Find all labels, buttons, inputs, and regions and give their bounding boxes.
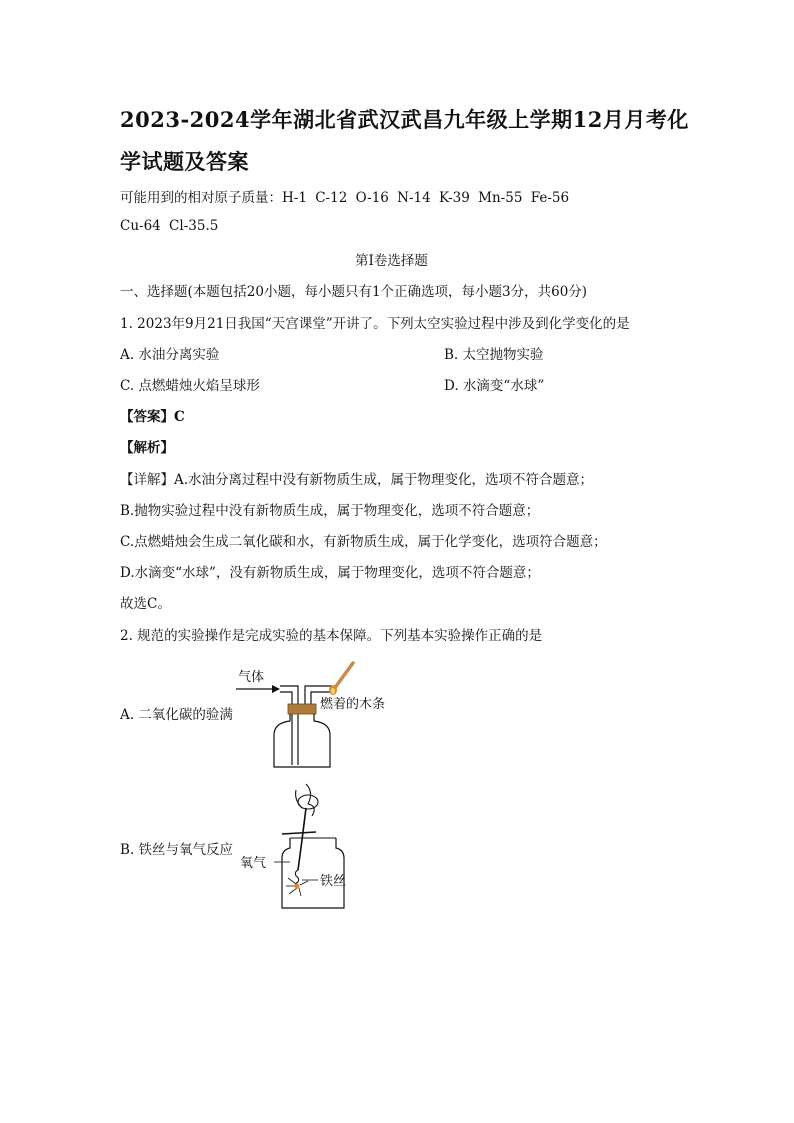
part-heading: 一、选择题(本题包括20小题，每小题只有1个正确选项，每小题3分，共60分) xyxy=(120,284,588,300)
q1-analysis-label: 【解析】 xyxy=(120,440,174,456)
doc-title-line2: 学试题及答案 xyxy=(120,149,249,174)
fig-b-oxygen-label: 氧气 xyxy=(240,856,267,871)
q1-answer: 【答案】C xyxy=(120,409,185,425)
fig-a-gas-label: 气体 xyxy=(238,670,265,685)
q1-option-a: A. 水油分离实验 xyxy=(120,347,220,363)
q1-stem: 1. 2023年9月21日我国“天宫课堂”开讲了。下列太空实验过程中涉及到化学变化的是 xyxy=(120,316,630,332)
fig-a-stick-label: 燃着的木条 xyxy=(320,697,386,712)
figure-iron-wire xyxy=(236,780,366,912)
q2-option-a: A. 二氧化碳的验满 xyxy=(120,707,233,723)
fig-b-wire-label: 铁丝 xyxy=(320,874,347,889)
atomic-mass-line1: 可能用到的相对原子质量：H-1 C-12 O-16 N-14 K-39 Mn-55 Fe-56 xyxy=(120,190,570,206)
q1-option-c: C. 点燃蜡烛火焰呈球形 xyxy=(120,378,260,394)
q2-option-b: B. 铁丝与氧气反应 xyxy=(120,842,234,858)
atomic-mass-line2: Cu-64 Cl-35.5 xyxy=(120,218,219,234)
doc-title-line1: 2023-2024学年湖北省武汉武昌九年级上学期12月月考化 xyxy=(120,107,689,132)
q1-explain-c: C.点燃蜡烛会生成二氧化碳和水，有新物质生成，属于化学变化，选项符合题意； xyxy=(120,534,607,550)
figure-co2-test xyxy=(230,655,420,770)
q1-option-b: B. 太空抛物实验 xyxy=(444,347,544,363)
q1-explain-b: B.抛物实验过程中没有新物质生成，属于物理变化，选项不符合题意； xyxy=(120,503,540,519)
section-title: 第I卷选择题 xyxy=(355,253,428,269)
q2-stem: 2. 规范的实验操作是完成实验的基本保障。下列基本实验操作正确的是 xyxy=(120,628,543,644)
q1-option-d: D. 水滴变“水球” xyxy=(444,378,545,394)
q1-conclusion: 故选C。 xyxy=(120,596,171,612)
q1-detail: 【详解】A.水油分离过程中没有新物质生成，属于物理变化，选项不符合题意； xyxy=(120,472,594,488)
q1-explain-d: D.水滴变“水球”，没有新物质生成，属于物理变化，选项不符合题意； xyxy=(120,565,540,581)
